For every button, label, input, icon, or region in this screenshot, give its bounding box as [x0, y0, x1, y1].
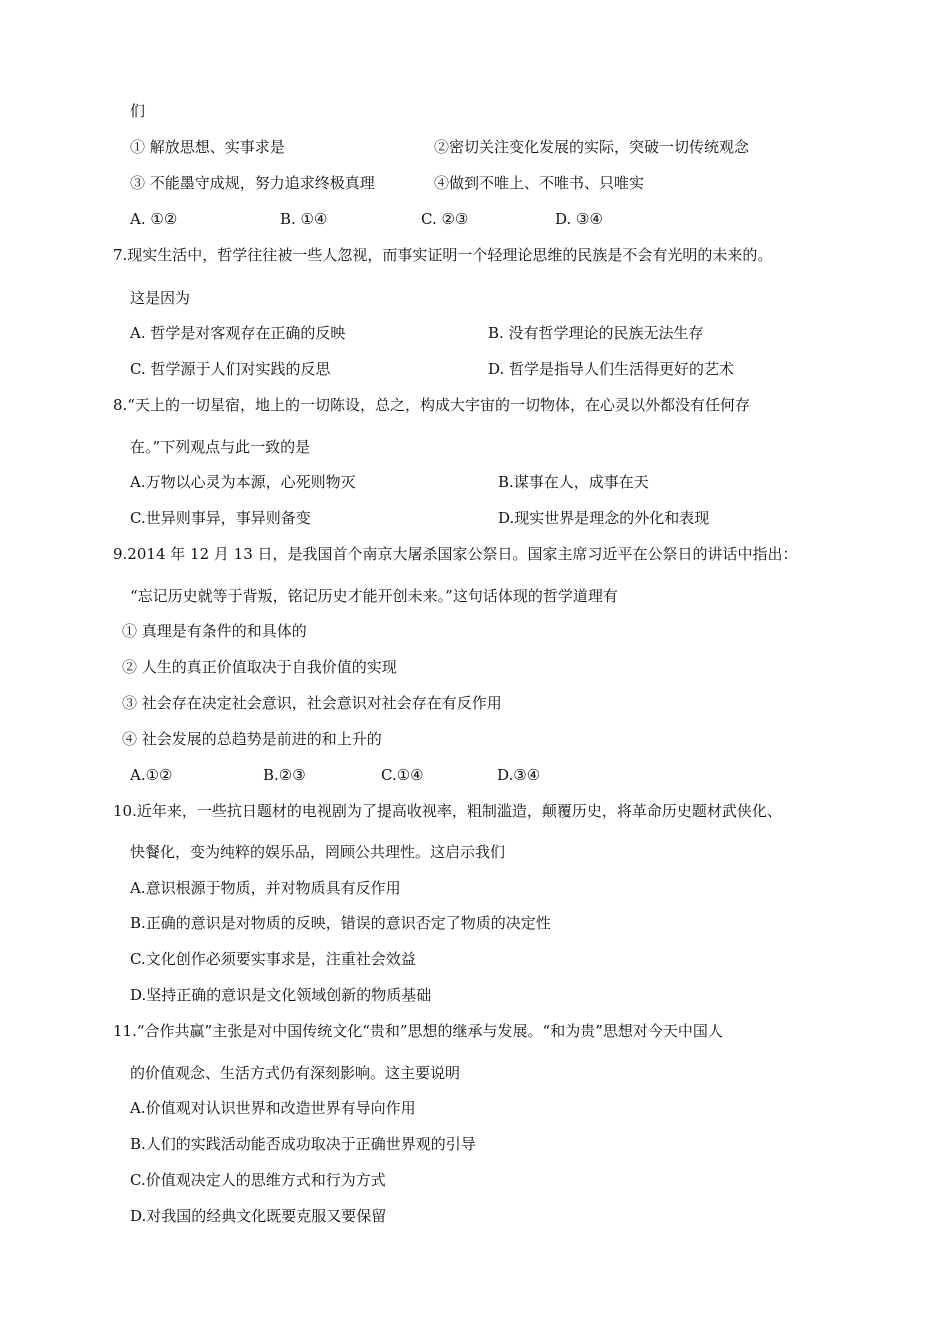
- q6-statement-3: ③ 不能墨守成规，努力追求终极真理: [130, 174, 375, 192]
- q8-stem-line2: 在。”下列观点与此一致的是: [130, 438, 311, 456]
- q11-stem-line1: 11.“合作共赢”主张是对中国传统文化“贵和”思想的继承与发展。“和为贵”思想对今天中国人: [113, 1022, 723, 1040]
- q11-option-c: C.价值观决定人的思维方式和行为方式: [130, 1171, 386, 1189]
- q10-option-a: A.意识根源于物质，并对物质具有反作用: [130, 879, 401, 897]
- q6-statement-1: ① 解放思想、实事求是: [130, 138, 285, 156]
- q8-option-d: D.现实世界是理念的外化和表现: [498, 509, 710, 527]
- q10-option-b: B.正确的意识是对物质的反映，错误的意识否定了物质的决定性: [130, 914, 551, 932]
- q6-statement-4: ④做到不唯上、不唯书、只唯实: [434, 174, 645, 192]
- q9-statement-3: ③ 社会存在决定社会意识，社会意识对社会存在有反作用: [122, 694, 502, 712]
- q7-option-a: A. 哲学是对客观存在正确的反映: [130, 324, 346, 342]
- q7-option-b: B. 没有哲学理论的民族无法生存: [488, 324, 704, 342]
- q6-choice-c: C. ②③: [421, 210, 469, 228]
- q9-choices: [130, 765, 630, 785]
- q9-choice-c: C.①④: [381, 766, 424, 784]
- q8-option-b: B.谋事在人，成事在天: [498, 473, 649, 491]
- q10-stem-line1: 10.近年来，一些抗日题材的电视剧为了提高收视率，粗制滥造，颠覆历史，将革命历史题材武侠化、: [113, 802, 782, 820]
- q6-choice-b: B. ①④: [280, 210, 328, 228]
- q9-choice-d: D.③④: [497, 766, 541, 784]
- q7-stem-line2: 这是因为: [130, 289, 191, 307]
- q6-choices: [130, 209, 650, 229]
- q11-option-b: B.人们的实践活动能否成功取决于正确世界观的引导: [130, 1135, 476, 1153]
- q10-option-c: C.文化创作必须要实事求是，注重社会效益: [130, 950, 416, 968]
- q10-stem-line2: 快餐化，变为纯粹的娱乐品，罔顾公共理性。这启示我们: [130, 843, 506, 861]
- q6-statement-2: ②密切关注变化发展的实际，突破一切传统观念: [434, 138, 750, 156]
- q9-statement-2: ② 人生的真正价值取决于自我价值的实现: [122, 658, 397, 676]
- q6-choice-a: A. ①②: [130, 210, 178, 228]
- q9-statement-4: ④ 社会发展的总趋势是前进的和上升的: [122, 730, 382, 748]
- q6-choice-d: D. ③④: [555, 210, 603, 228]
- q7-option-d: D. 哲学是指导人们生活得更好的艺术: [488, 360, 735, 378]
- q9-choice-b: B.②③: [263, 766, 306, 784]
- q7-option-c: C. 哲学源于人们对实践的反思: [130, 360, 331, 378]
- q8-stem-line1: 8.“天上的一切星宿，地上的一切陈设，总之，构成大宇宙的一切物体，在心灵以外都没有任何存: [113, 396, 750, 414]
- q9-stem-line1: 9.2014 年 12 月 13 日，是我国首个南京大屠杀国家公祭日。国家主席习近平在公祭日的讲话中指出：: [113, 545, 798, 563]
- q8-option-a: A.万物以心灵为本源，心死则物灭: [130, 473, 356, 491]
- q7-stem-line1: 7.现实生活中，哲学往往被一些人忽视，而事实证明一个轻理论思维的民族是不会有光明的未来的。: [113, 246, 773, 264]
- q6-continuation: 们: [130, 102, 146, 120]
- q8-option-c: C.世异则事异，事异则备变: [130, 509, 311, 527]
- q11-stem-line2: 的价值观念、生活方式仍有深刻影响。这主要说明: [130, 1064, 461, 1082]
- q9-choice-a: A.①②: [130, 766, 173, 784]
- q11-option-a: A.价值观对认识世界和改造世界有导向作用: [130, 1099, 416, 1117]
- q10-option-d: D.坚持正确的意识是文化领域创新的物质基础: [130, 986, 432, 1004]
- q9-stem-line2: “忘记历史就等于背叛，铭记历史才能开创未来。”这句话体现的哲学道理有: [130, 587, 618, 605]
- q9-statement-1: ① 真理是有条件的和具体的: [122, 622, 307, 640]
- q11-option-d: D.对我国的经典文化既要克服又要保留: [130, 1207, 387, 1225]
